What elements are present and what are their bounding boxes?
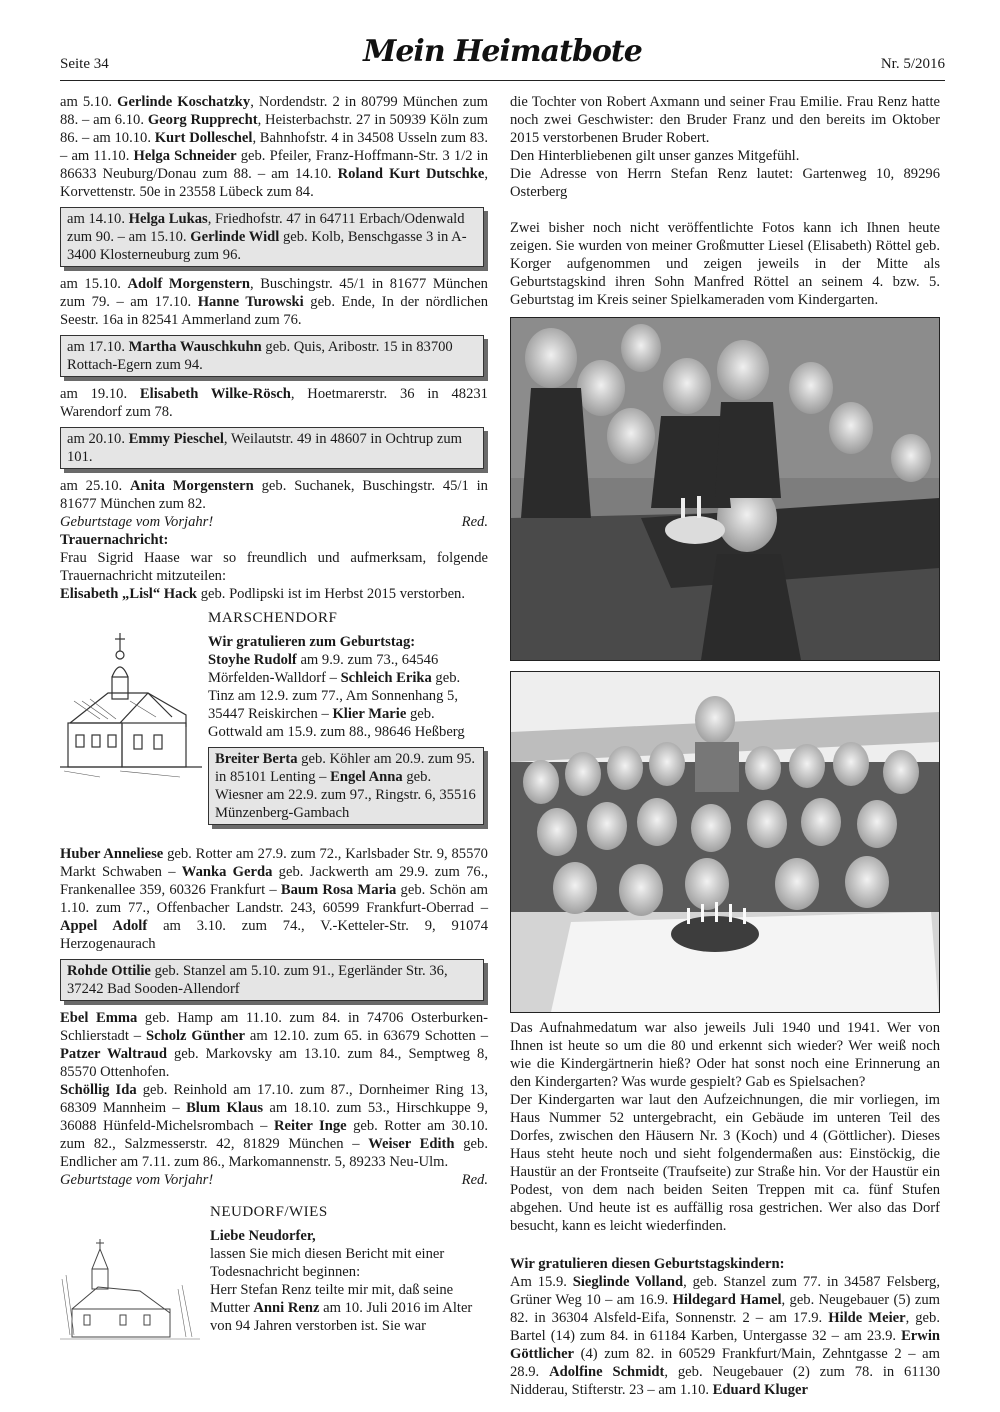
entry-text: am 18.10. zum 53., Hirschkuppe 9, 36088 Hünfeld-Michelsrombach – [60, 1100, 488, 1134]
right-column [510, 93, 940, 1399]
editor-sign: Red. [461, 1172, 488, 1188]
name-text: Elisabeth Wilke-Rösch [139, 386, 291, 402]
name-text: Gerlinde Widl [190, 229, 280, 245]
continued-paragraph: die Tochter von Robert Axmann und seiner Frau Emilie. Frau Renz hatte noch zwei Geschwister: den Bruder Franz und den bereits im Oktober 2015 verstorbenen Bruder Robert. [510, 94, 940, 146]
entry-text: , Nordendstr. 2 in 80799 München zum 88. – am 6.10. [60, 94, 488, 128]
obituary-text: Frau Sigrid Haase war so freundlich und aufmerksam, folgende Trauernachricht mitzuteilen: [60, 550, 488, 584]
obituary-entry [210, 1281, 488, 1335]
address-text: Die Adresse von Herrn Stefan Renz lautet: Gartenweg 10, 89296 Osterberg [510, 166, 940, 200]
marschendorf-text [208, 609, 488, 833]
note-text: Geburtstage vom Vorjahr! [60, 514, 214, 530]
name-text: Stoyhe Rudolf [208, 652, 297, 668]
village-name: NEUDORF/WIES [210, 1204, 328, 1220]
name-text: Roland Kurt Dutschke [337, 166, 485, 182]
birthday-paragraph [208, 651, 488, 741]
congratulations-heading: Wir gratulieren zum Geburtstag: [208, 634, 416, 650]
entry-text: geb. Podlipski ist im Herbst 2015 verstorben. [197, 586, 465, 602]
birthday-paragraph [60, 1081, 488, 1171]
name-text: Helga Schneider [133, 148, 237, 164]
entry-text: geb. Jackwerth am 29.9. zum 76., Frankenallee 359, 60326 Frankfurt – [60, 864, 488, 898]
name-text: Adolf Morgenstern [127, 276, 250, 292]
newspaper-title: Mein Heimatbote [363, 34, 642, 69]
entry-text: , Friedhofstr. 47 in 64711 Erbach/Odenwald zum 90. – am 15.10. [67, 211, 465, 245]
church-sketch-image [60, 631, 202, 781]
name-text: Kurt Dolleschel [154, 130, 253, 146]
birthday-paragraph [60, 845, 488, 953]
entry-text: Herr Stefan Renz teilte mir mit, daß seine Mutter [210, 1282, 454, 1316]
intro-text: lassen Sie mich diesen Bericht mit einer Todesnachricht beginnen: [210, 1246, 445, 1280]
name-text: Engel Anna [330, 769, 403, 785]
name-text: Erwin Göttlicher [510, 1328, 940, 1362]
entry-text: am 12.10. zum 65. in 63679 Schotten – [244, 1028, 489, 1044]
photos-questions: Das Aufnahmedatum war also jeweils Juli 1940 und 1941. Wer von Ihnen ist heute so um die 80 und erkennt sich wieder? Wer weiß noch wie die Kindergärtnerin hieß? Oder hat sonst noch eine Erinnerung an den Kindergarten? Was wurde gespielt? Gab es Spielsachen? [510, 1020, 940, 1090]
kindergarten-photo-1940 [510, 317, 940, 661]
entry-text: geb. Schön am 1.10. zum 77., Offenbacher Landstr. 243, 60599 Frankfurt-Oberrad – [60, 882, 488, 916]
name-text: Wanka Gerda [181, 864, 273, 880]
name-text: Patzer Waltraud [60, 1046, 167, 1062]
highlight-box [60, 959, 484, 1001]
entry-text: , Korvettenstr. 50e in 23558 Lübeck zum 84. [60, 166, 489, 200]
name-text: Adolfine Schmidt [549, 1364, 665, 1380]
name-text: Elisabeth „Lisl“ Hack [60, 586, 198, 602]
entry-text: , geb. Stanzel zum 77. in 34587 Felsberg, Grüner Weg 10 – am 16.9. [510, 1274, 940, 1308]
entry-text: am 9.9. zum 73., 64546 Mörfelden-Walldorf – [208, 652, 439, 686]
congratulations-heading: Wir gratulieren diesen Geburtstagskindern: [510, 1256, 785, 1272]
name-text: Scholz Günther [146, 1028, 245, 1044]
marschendorf-section [60, 609, 488, 845]
name-text: Gerlinde Koschatzky [117, 94, 251, 110]
name-text: Blum Klaus [186, 1100, 263, 1116]
header-rule [60, 80, 945, 81]
name-text: Hilde Meier [828, 1310, 906, 1326]
entry-text: , Bahnhofstr. 4 in 34508 Usseln zum 83. – am 11.10. [60, 130, 488, 164]
editor-note [60, 513, 488, 531]
entry-text: geb. Tinz am 12.9. zum 77., Am Sonnenhang 5, 35447 Reiskirchen – [208, 670, 461, 722]
entry-text: , Weilautstr. 49 in 48607 in Ochtrup zum 101. [67, 431, 462, 465]
entry-text: , Hoetmarerstr. 36 in 48231 Warendorf zum 78. [60, 386, 488, 420]
entry-text: geb. Reinhold am 17.10. zum 87., Dornheimer Ring 13, 68309 Mannheim – [60, 1082, 488, 1116]
entry-text: , geb. Neugebauer (2) zum 78. in 61130 Nidderau, Stifterstr. 23 – am 1.10. [510, 1364, 940, 1398]
highlight-box [60, 207, 484, 267]
name-text: Eduard Kluger [712, 1382, 808, 1398]
kindergarten-photo-1941 [510, 671, 940, 1013]
birthday-paragraph [60, 1009, 488, 1081]
photos-intro: Zwei bisher noch nicht veröffentlichte Fotos kann ich Ihnen heute zeigen. Sie wurden von meiner Großmutter Liesel (Elisabeth) Röttel geb. Korger aufgenommen und zeigen jeweils in der Mitte als Geburtstagskind ihren Sohn Manfred Röttel an seinem 4. bzw. 5. Geburtstag im Kreis seiner Spielkameraden vom Kindergarten. [510, 220, 940, 308]
issue-number: Nr. 5/2016 [880, 56, 945, 72]
editor-sign: Red. [461, 514, 488, 530]
birthday-paragraph [60, 93, 488, 201]
name-text: Sieglinde Volland [572, 1274, 684, 1290]
birthday-paragraph [510, 1273, 940, 1399]
entry-text: geb. Gottwald am 15.9. zum 88., 98646 Heßberg [208, 706, 465, 740]
name-text: Huber Anneliese [60, 846, 164, 862]
name-text: Rohde Ottilie [67, 963, 151, 979]
entry-text: geb. Markovsky am 13.10. zum 84., Semptweg 8, 85570 Ottenhofen. [60, 1046, 488, 1080]
obituary-entry [60, 585, 488, 603]
entry-text: geb. Rotter am 30.10. zum 82., Salzmesserstr. 42, 81829 München – [60, 1118, 489, 1152]
name-text: Georg Rupprecht [147, 112, 258, 128]
name-text: Schöllig Ida [60, 1082, 137, 1098]
note-text: Geburtstage vom Vorjahr! [60, 1172, 214, 1188]
photo-image [511, 318, 939, 660]
name-text: Hanne Turowski [197, 294, 304, 310]
entry-text: , geb. Bartel (14) zum 84. in 61184 Karben, Untergasse 32 – am 23.9. [510, 1310, 940, 1344]
editor-note [60, 1171, 488, 1189]
name-text: Anita Morgenstern [130, 478, 254, 494]
entry-text: am 19.10. [60, 386, 140, 402]
page-header [60, 34, 945, 76]
name-text: Schleich Erika [340, 670, 432, 686]
entry-text: am 14.10. [67, 211, 129, 227]
highlight-box [208, 747, 484, 825]
entry-text: geb. Hamp am 11.10. zum 84. in 74706 Osterburken-Schlierstadt – [60, 1010, 488, 1044]
entry-text: geb. Kolb, Benschgasse 3 in A-3400 Klosterneuburg zum 96. [67, 229, 467, 263]
name-text: Emmy Pieschel [128, 431, 224, 447]
entry-text: , geb. Neugebauer (5) zum 82. in 36304 Alsfeld-Eifa, Sonnenstr. 2 – am 17.9. [510, 1292, 940, 1326]
entry-text: am 15.10. [60, 276, 128, 292]
entry-text: geb. Rotter am 27.9. zum 72., Karlsbader Str. 9, 85570 Markt Schwaben – [60, 846, 488, 880]
name-text: Reiter Inge [273, 1118, 347, 1134]
neudorf-text [210, 1203, 488, 1335]
name-text: Helga Lukas [128, 211, 208, 227]
obituary-heading: Trauernachricht: [60, 532, 169, 548]
village-name: MARSCHENDORF [208, 610, 338, 626]
entry-text: geb. Köhler am 20.9. zum 95. in 85101 Lenting – [215, 751, 476, 785]
photo-image [511, 672, 939, 1012]
entry-text: am 3.10. zum 74., V.-Ketteler-Str. 9, 91074 Herzogenaurach [60, 918, 488, 952]
entry-text: (4) zum 82. in 60529 Frankfurt/Main, Zehntgasse 2 – am 28.9. [510, 1346, 940, 1380]
page-number: Seite 34 [60, 56, 109, 72]
entry-text: geb. Quis, Aribostr. 15 in 83700 Rottach-Egern zum 94. [67, 339, 453, 373]
salutation: Liebe Neudorfer, [210, 1228, 316, 1244]
left-column [60, 93, 488, 1343]
name-text: Hildegard Hamel [672, 1292, 782, 1308]
entry-text: geb. Suchanek, Buschingstr. 45/1 in 81677 München zum 82. [60, 478, 488, 512]
name-text: Martha Wauschkuhn [128, 339, 262, 355]
entry-text: am 17.10. [67, 339, 129, 355]
name-text: Klier Marie [332, 706, 407, 722]
birthday-paragraph [60, 385, 488, 421]
neudorf-section [60, 1203, 488, 1343]
entry-text: geb. Pfeiler, Franz-Hoffmann-Str. 3 1/2 in 86633 Neuburg/Donau zum 88. – am 14.10. [60, 148, 488, 182]
kindergarten-history: Der Kindergarten war laut den Aufzeichnungen, die mir vorliegen, im Haus Nummer 52 untergebracht, ein Gebäude im unteren Teil des Dorfes, zwischen den Häusern Nr. 3 (Koch) und 4 (Göttlicher). Dieses Haus steht heute noch und sieht folgendermaßen aus: Einstöckig, die Haustür an der Frontseite (Traufseite) zur Straße hin. Vor der Haustür ein Podest, von dem nach beiden Seiten Treppen mit ca. fünf Stufen abgehen. Und heute ist es auffällig rosa gestrichen. Wer also das Dorf besucht, kann es leicht wiederfinden. [510, 1092, 940, 1234]
entry-text: am 25.10. [60, 478, 131, 494]
name-text: Breiter Berta [215, 751, 298, 767]
name-text: Baum Rosa Maria [280, 882, 397, 898]
name-text: Anni Renz [253, 1300, 320, 1316]
condolence-text: Den Hinterbliebenen gilt unser ganzes Mitgefühl. [510, 148, 800, 164]
entry-text: Am 15.9. [510, 1274, 573, 1290]
name-text: Appel Adolf [60, 918, 148, 934]
entry-text: , Buschingstr. 45/1 in 81677 München zum 79. – am 17.10. [60, 276, 488, 310]
name-text: Weiser Edith [368, 1136, 455, 1152]
highlight-box [60, 427, 484, 469]
church-sketch-image [60, 1239, 200, 1343]
entry-text: geb. Endlicher am 7.11. zum 86., Markomannenstr. 5, 89233 Neu-Ulm. [60, 1136, 488, 1170]
highlight-box [60, 335, 484, 377]
entry-text: am 10. Juli 2016 im Alter von 94 Jahren verstorben ist. Sie war [210, 1300, 473, 1334]
entry-text: geb. Ende, In der nördlichen Seestr. 16a in 82541 Ammerland zum 76. [60, 294, 488, 328]
entry-text: am 20.10. [67, 431, 129, 447]
birthday-paragraph [60, 477, 488, 513]
name-text: Ebel Emma [60, 1010, 138, 1026]
entry-text: am 5.10. [60, 94, 118, 110]
entry-text: geb. Stanzel am 5.10. zum 91., Egerländer Str. 36, 37242 Bad Sooden-Allendorf [67, 963, 448, 997]
entry-text: geb. Wiesner am 22.9. zum 97., Ringstr. 6, 35516 Münzenberg-Gambach [215, 769, 476, 821]
entry-text: , Heisterbachstr. 27 in 50939 Köln zum 86. – am 10.10. [60, 112, 488, 146]
birthday-paragraph [60, 275, 488, 329]
